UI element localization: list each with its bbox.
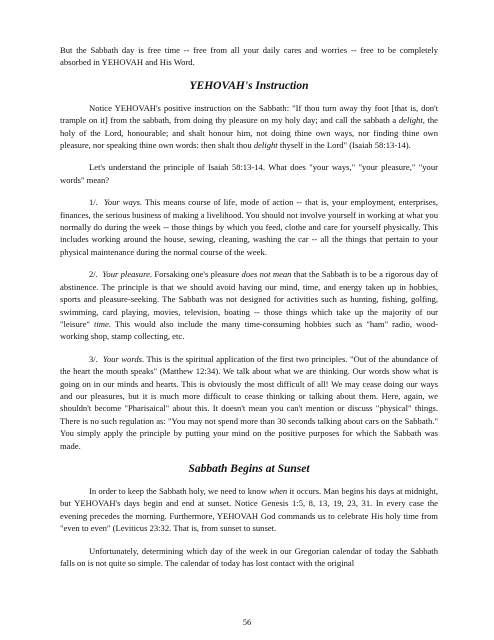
section-heading-instruction: YEHOVAH's Instruction bbox=[189, 79, 309, 92]
text-run: that the Sabbath is to be a rigorous day of abstinence. The principle is that we should avoid having our mind, time, and energy taken up in hobbies, sports and pleasure-seeking. The Sabbath was not designed for activities such as hunting, fishing, golfing, swimming, card playing, movies, television, boating -- those things which take up the majority of our "leisure" bbox=[60, 269, 438, 329]
item-number: 2/. bbox=[89, 269, 98, 280]
your-ways-paragraph bbox=[60, 196, 438, 258]
sunset-paragraph bbox=[60, 485, 438, 535]
section-heading-sunset: Sabbath Begins at Sunset bbox=[188, 462, 310, 475]
instruction-paragraph bbox=[60, 102, 438, 152]
text-run: . This would also include the many time-consuming hobbies such as "ham" radio, wood-working shop, stamp collecting, etc. bbox=[60, 318, 438, 342]
emphasis: does not mean bbox=[241, 269, 292, 280]
text-run: . Forsaking one's pleasure bbox=[149, 269, 242, 280]
text-run: thyself in the Lord" (Isaiah 58:13-14). bbox=[277, 140, 411, 151]
calendar-paragraph: Unfortunately, determining which day of the week in our Gregorian calendar of today the Sabbath falls on is not quite so simple. The calendar of today has lost contact with the original bbox=[60, 545, 438, 568]
item-number: 3/. bbox=[89, 353, 98, 364]
intro-paragraph: But the Sabbath day is free time -- free from all your daily cares and worries -- free to be completely absorbed in YEHOVAH and His Word. bbox=[60, 45, 438, 68]
text-run: . This is the spiritual application of the first two principles. "Out of the abundance of the heart the mouth speaks" (Matthew 12:34). We talk about what we are thinking. Our words show what is going on in our minds and hearts. This is obviously the most difficult of all! We may cease doing our ways and our pleasures, but it is much more difficult to cease thinking or talking about them. Here, again, we shouldn't become "Pharisaical" about this. It doesn't mean you can't mention or discuss "physical" things. There is no such regulation as: "You may not spend more than 30 seconds talking about cars on the Sabbath." You simply apply the principle by putting your mind on the positive purposes for which the Sabbath was made. bbox=[60, 353, 438, 451]
emphasis: delight bbox=[398, 115, 423, 126]
page-number: 56 bbox=[242, 617, 252, 627]
document-page bbox=[60, 44, 438, 579]
item-number: 1/. bbox=[89, 197, 98, 208]
text-run: , the holy of the Lord, honourable; and shalt honour him, not doing thine own ways, nor finding thine own pleasure, nor speaking thine own words: then shalt thou bbox=[60, 115, 438, 151]
item-title: Your pleasure bbox=[102, 269, 150, 280]
your-words-paragraph bbox=[60, 353, 438, 452]
emphasis: when bbox=[269, 485, 288, 496]
emphasis: delight bbox=[253, 140, 278, 151]
text-run: In order to keep the Sabbath holy, we need to know bbox=[89, 485, 270, 496]
item-title: Your words bbox=[102, 353, 143, 364]
text-run: . This means course of life, mode of action -- that is, your employment, enterprises, finances, the serious business of making a livelihood. You should not involve yourself in working at what you normally do during the week -- those things by which you feed, clothe and care for yourself physically. This includes working around the house, sewing, cleaning, washing the car -- all the things that pertain to your physical maintenance during the normal course of the week. bbox=[60, 197, 439, 257]
item-title: Your ways bbox=[103, 197, 140, 208]
emphasis: time bbox=[93, 318, 109, 329]
text-run: it occurs. Man begins his days at midnight, but YEHOVAH's days begin and end at sunset. Notice Genesis 1:5, 8, 13, 19, 23, 31. In every case the evening precedes the morning. Furthermore, YEHOVAH God commands us to celebrate His holy time from "even to even" (Leviticus 23:32. That is, from sunset to sunset. bbox=[60, 485, 438, 534]
principle-question-paragraph: Let's understand the principle of Isaiah 58:13-14. What does "your ways," "your pleasure," "your words" mean? bbox=[60, 162, 438, 185]
your-pleasure-paragraph bbox=[60, 268, 438, 342]
text-run: Notice YEHOVAH's positive instruction on the Sabbath: "If thou turn away thy foot [that is, don't trample on it] from the sabbath, from doing thy pleasure on my holy day; and call the sabbath a bbox=[60, 102, 438, 126]
